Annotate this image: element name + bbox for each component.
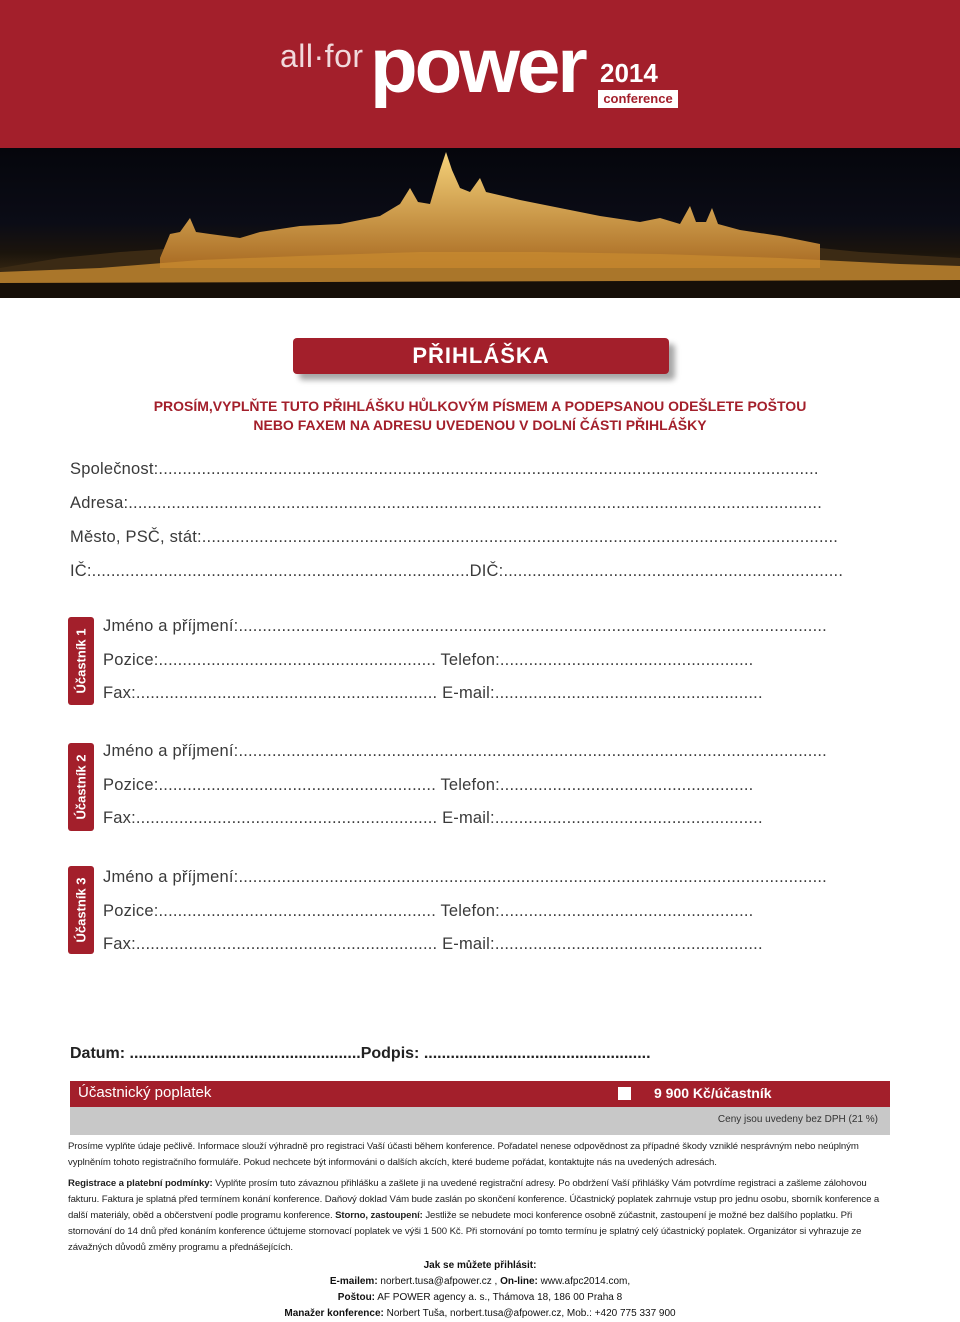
fee-label: Účastnický poplatek bbox=[78, 1084, 212, 1101]
notes-paragraph-2 bbox=[68, 1176, 894, 1256]
participant-3-fax-email-field[interactable]: Fax:............................................................... E-mail:........................................................ bbox=[103, 935, 763, 953]
manager-label: Manažer konference: bbox=[284, 1308, 384, 1319]
company-field[interactable]: Společnost:.......................................................................................................................................... bbox=[70, 460, 819, 478]
participant-2-label: Účastník 2 bbox=[73, 754, 89, 820]
storno-label: Storno, zastoupení: bbox=[335, 1210, 423, 1221]
participant-3-tag bbox=[68, 866, 94, 954]
participant-1-label: Účastník 1 bbox=[73, 628, 89, 694]
conference-logo bbox=[280, 21, 680, 110]
instruction-line-2: NEBO FAXEM NA ADRESU UVEDENOU V DOLNÍ ČÁSTI PŘIHLÁŠKY bbox=[253, 417, 707, 433]
participant-3-position-phone-field[interactable]: Pozice:.......................................................... Telefon:..................................................... bbox=[103, 902, 754, 920]
contact-manager-line bbox=[0, 1306, 960, 1322]
fee-bar bbox=[70, 1081, 890, 1107]
contact-manager: Norbert Tuša, norbert.tusa@afpower.cz, Mob.: +420 775 337 900 bbox=[383, 1308, 676, 1319]
contact-heading: Jak se můžete přihlásit: bbox=[423, 1260, 537, 1271]
participant-2-name-field[interactable]: Jméno a příjmení:........................................................................................................................... bbox=[103, 742, 827, 760]
registration-terms-text: Vyplňte prosím tuto závaznou přihlášku a zašlete ji na uvedené registrační adresy. Po obdržení Vaší přihlášky Vám potvrdíme registraci a zašleme zálohovou fakturu. Faktura je splatná před termínem konání konference. Daňový doklad Vám bude zaslán po skončení konference. Účastnický poplatek zahrnuje vstup pro jednu osobu, sborník konference a další materiály, oběd a občerstvení podle programu konference. bbox=[68, 1178, 880, 1221]
participant-3-name-field[interactable]: Jméno a příjmení:........................................................................................................................... bbox=[103, 868, 827, 886]
date-signature-line[interactable]: Datum: ....................................................Podpis: ................................................... bbox=[70, 1045, 651, 1062]
fee-note-bar bbox=[70, 1107, 890, 1135]
fee-checkbox[interactable] bbox=[618, 1087, 631, 1100]
fee-note: Ceny jsou uvedeny bez DPH (21 %) bbox=[717, 1114, 878, 1125]
online-label: On-line: bbox=[497, 1276, 538, 1287]
email-label: E-mailem: bbox=[329, 1276, 378, 1287]
ic-dic-field[interactable]: IČ:...............................................................................DIČ:....................................................................... bbox=[70, 562, 844, 580]
participant-2-tag bbox=[68, 743, 94, 831]
participant-2-fax-email-field[interactable]: Fax:............................................................... E-mail:........................................................ bbox=[103, 809, 763, 827]
post-label: Poštou: bbox=[337, 1292, 376, 1303]
address-field[interactable]: Adresa:................................................................................................................................................. bbox=[70, 494, 822, 512]
prague-castle-photo bbox=[0, 148, 960, 298]
registration-terms-label: Registrace a platební podmínky: bbox=[68, 1178, 213, 1189]
header-banner bbox=[0, 0, 960, 148]
participant-3-label: Účastník 3 bbox=[73, 877, 89, 943]
city-zip-country-field[interactable]: Město, PSČ, stát:..................................................................................................................................... bbox=[70, 528, 839, 546]
fee-amount: 9 900 Kč/účastník bbox=[654, 1085, 772, 1101]
participant-2-position-phone-field[interactable]: Pozice:.......................................................... Telefon:..................................................... bbox=[103, 776, 754, 794]
participant-1-fax-email-field[interactable]: Fax:............................................................... E-mail:........................................................ bbox=[103, 684, 763, 702]
logo-prefix: all·for bbox=[280, 38, 364, 74]
participant-1-name-field[interactable]: Jméno a příjmení:........................................................................................................................... bbox=[103, 617, 827, 635]
contact-post-address: AF POWER agency a. s., Thámova 18, 186 00 Praha 8 bbox=[375, 1292, 623, 1303]
participant-1-tag bbox=[68, 617, 94, 705]
contact-website[interactable]: www.afpc2014.com, bbox=[537, 1276, 631, 1287]
logo-word: power bbox=[370, 21, 585, 109]
contact-email-line bbox=[0, 1274, 960, 1290]
notes-paragraph-1: Prosíme vyplňte údaje pečlivě. Informace slouží výhradně pro registraci Vaší účasti během konference. Pořadatel nenese odpovědnost za případné škody vzniklé nesprávným nebo neúplným vyplněním tohoto registračního formuláře. Pokud nechcete být informováni o dalších akcích, které budeme pořádat, kontaktujte nás na uvedených adresách. bbox=[68, 1141, 859, 1168]
page-title: PŘIHLÁŠKA bbox=[293, 338, 669, 374]
participant-1-position-phone-field[interactable]: Pozice:.......................................................... Telefon:..................................................... bbox=[103, 651, 754, 669]
contact-email[interactable]: norbert.tusa@afpower.cz , bbox=[377, 1276, 498, 1287]
contact-post-line bbox=[0, 1290, 960, 1306]
instruction-line-1: PROSÍM,VYPLŇTE TUTO PŘIHLÁŠKU HŮLKOVÝM PÍSMEM A PODEPSANOU ODEŠLETE POŠTOU bbox=[153, 398, 807, 414]
logo-year: 2014 bbox=[600, 58, 658, 88]
castle-illustration bbox=[0, 148, 960, 298]
storno-text: Jestliže se nebudete moci konference osobně zúčastnit, zastoupení je možné bez dalšího poplatku. Při stornování do 14 dnů před konáním konference účtujeme stornovací poplatek ve výši 1 500 Kč. Při stornování po tomto termínu je splatný celý účastnický poplatek. Organizátor si vyhrazuje ze závažných důvodů změny programu a přednášejících. bbox=[68, 1210, 862, 1253]
logo-tag: conference bbox=[598, 90, 678, 108]
